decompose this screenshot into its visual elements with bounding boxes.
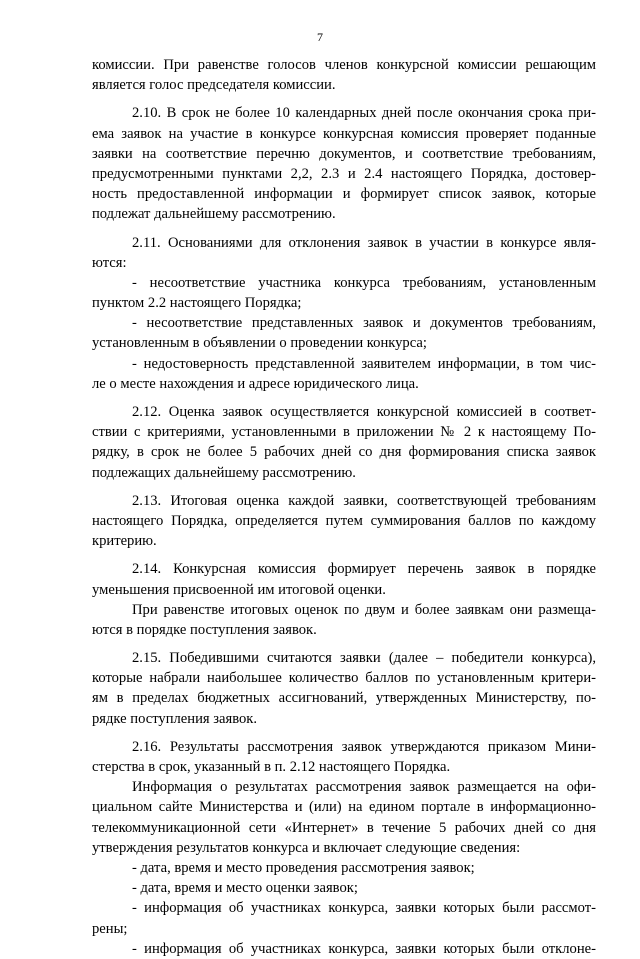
- text-line: - дата, время и место оценки заявок;: [132, 880, 358, 897]
- text-line: - дата, время и место проведения рассмотрения заявок;: [132, 859, 475, 876]
- text-line: ствии с критериями, установленными в приложении № 2 к настоящему По-: [92, 424, 596, 441]
- text-line: Информация о результатах рассмотрения заявок размещается на офи-: [132, 779, 596, 796]
- paragraph-gap: [92, 225, 596, 233]
- text-line: При равенстве итоговых оценок по двум и более заявкам они размеща-: [132, 601, 596, 618]
- text-line: ность предоставленной информации и формирует список заявок, которые: [92, 186, 596, 203]
- text-line: - несоответствие участника конкурса требованиям, установленным: [132, 274, 596, 291]
- text-line: ема заявок на участие в конкурсе конкурсная комиссия проверяет поданные: [92, 125, 596, 142]
- text-line: - информация об участниках конкурса, заявки которых были отклоне-: [132, 940, 596, 957]
- text-line: уменьшения присвоенной им итоговой оценки.: [92, 581, 386, 598]
- text-line: которые набрали наибольшее количество баллов по установленным критери-: [92, 670, 596, 687]
- text-line: ются:: [92, 254, 127, 271]
- text-line: 2.12. Оценка заявок осуществляется конкурсной комиссией в соответ-: [132, 404, 596, 420]
- paragraph-gap: [92, 483, 596, 491]
- text-line: 2.13. Итоговая оценка каждой заявки, соответствующей требованиям: [132, 492, 596, 509]
- text-line: 2.16. Результаты рассмотрения заявок утверждаются приказом Мини-: [132, 738, 596, 755]
- text-line: критерию.: [92, 533, 157, 550]
- text-line: циальном сайте Министерства и (или) на едином портале в информационно-: [92, 799, 596, 816]
- text-line: подлежащих дальнейшему рассмотрению.: [92, 464, 356, 481]
- text-line: - информация об участниках конкурса, заявки которых были рассмот-: [132, 900, 596, 917]
- text-line: является голос председателя комиссии.: [92, 77, 336, 94]
- text-line: предусмотренными пунктами 2,2, 2.3 и 2.4 настоящего Порядка, достовер-: [92, 165, 596, 182]
- text-line: пунктом 2.2 настоящего Порядка;: [92, 295, 302, 312]
- text-line: подлежат дальнейшему рассмотрению.: [92, 206, 336, 223]
- text-line: - несоответствие представленных заявок и документов требованиям,: [132, 315, 596, 332]
- body-text: [92, 55, 596, 959]
- text-line: рядку, в срок не более 5 рабочих дней со дня формирования списка заявок: [92, 444, 596, 461]
- text-line: телекоммуникационной сети «Интернет» в течение 5 рабочих дней со дня: [92, 819, 596, 836]
- text-line: ям в пределах бюджетных ассигнований, утвержденных Министерству, по-: [92, 690, 596, 707]
- text-line: настоящего Порядка, определяется путем суммирования баллов по каждому: [92, 512, 596, 529]
- text-line: 2.15. Победившими считаются заявки (далее – победители конкурса),: [132, 650, 596, 667]
- text-line: комиссии. При равенстве голосов членов конкурсной комиссии решающим: [92, 57, 596, 73]
- text-line: ле о месте нахождения и адресе юридического лица.: [92, 375, 419, 392]
- paragraph-gap: [92, 729, 596, 737]
- text-line: установленным в объявлении о проведении конкурса;: [92, 335, 427, 352]
- paragraph-gap: [92, 640, 596, 648]
- text-line: ются в порядке поступления заявок.: [92, 621, 317, 638]
- paragraph-gap: [92, 95, 596, 103]
- page-number: 7: [317, 30, 323, 44]
- text-line: 2.14. Конкурсная комиссия формирует перечень заявок в порядке: [132, 561, 596, 578]
- text-line: утверждения результатов конкурса и включает следующие сведения:: [92, 839, 521, 856]
- text-line: заявки на соответствие перечню документов, и соответствие требованиям,: [92, 145, 596, 162]
- paragraph-gap: [92, 394, 596, 402]
- paragraph-gap: [92, 551, 596, 559]
- text-line: рены;: [92, 920, 128, 937]
- text-line: - недостоверность представленной заявителем информации, в том чис-: [132, 355, 596, 372]
- text-line: рядке поступления заявок.: [92, 710, 258, 727]
- text-line: 2.11. Основаниями для отклонения заявок в участии в конкурсе явля-: [132, 234, 596, 251]
- text-line: 2.10. В срок не более 10 календарных дней после окончания срока при-: [132, 105, 596, 122]
- text-line: стерства в срок, указанный в п. 2.12 настоящего Порядка.: [92, 759, 451, 775]
